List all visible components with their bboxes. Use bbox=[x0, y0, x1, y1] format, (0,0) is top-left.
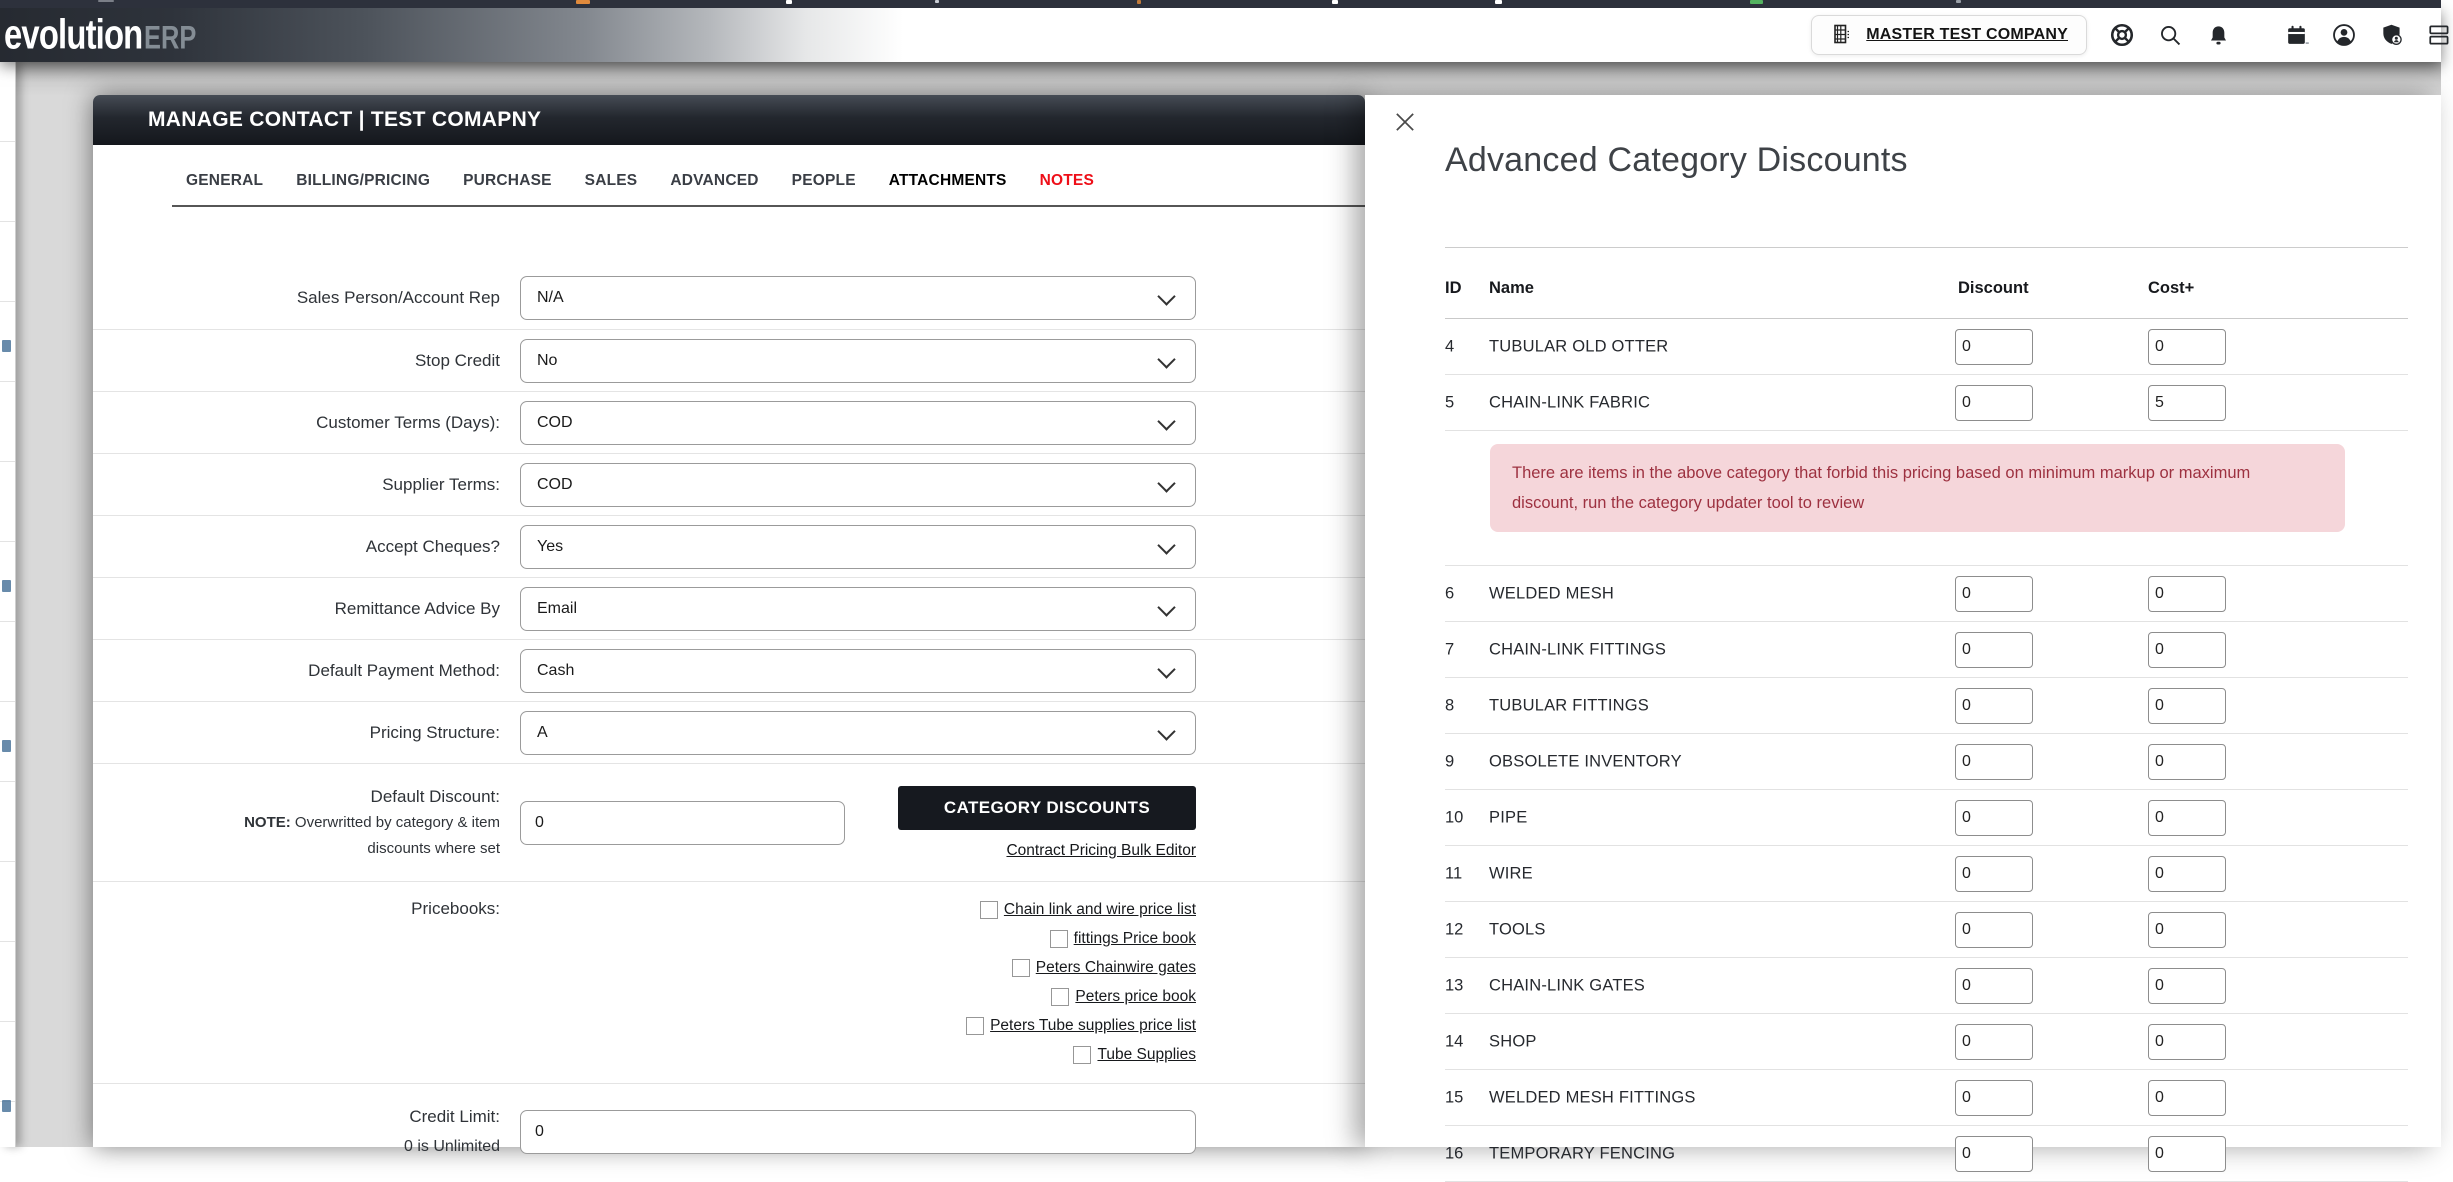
table-row: 8 TUBULAR FITTINGS 0 0 bbox=[1445, 678, 2408, 734]
chevron-down-icon bbox=[1157, 287, 1175, 305]
tab-advanced[interactable]: ADVANCED bbox=[670, 172, 759, 189]
field-label: Pricing Structure: bbox=[369, 722, 500, 742]
cost-plus-input[interactable] bbox=[2148, 576, 2226, 612]
cost-plus-input[interactable] bbox=[2148, 856, 2226, 892]
help-icon[interactable] bbox=[2109, 22, 2135, 48]
checkbox[interactable] bbox=[1051, 988, 1069, 1006]
browser-fragment bbox=[1750, 0, 1763, 4]
chevron-down-icon bbox=[1157, 722, 1175, 740]
discount-input[interactable] bbox=[1955, 329, 2033, 365]
table-row: 10 PIPE 0 0 bbox=[1445, 790, 2408, 846]
form-row bbox=[93, 577, 1365, 639]
form-row bbox=[93, 515, 1365, 577]
pricebook-option[interactable]: Tube Supplies bbox=[1073, 1043, 1196, 1067]
table-row: 9 OBSOLETE INVENTORY 0 0 bbox=[1445, 734, 2408, 790]
pricebook-option[interactable]: Peters Chainwire gates bbox=[1012, 956, 1196, 980]
discount-input[interactable] bbox=[1955, 968, 2033, 1004]
checkbox[interactable] bbox=[1073, 1046, 1091, 1064]
company-selector-button[interactable] bbox=[1811, 15, 2087, 55]
table-row: 5 CHAIN-LINK FABRIC 0 5 bbox=[1445, 375, 2408, 431]
browser-fragment bbox=[1956, 0, 1961, 3]
table-row: 13 CHAIN-LINK GATES 0 0 bbox=[1445, 958, 2408, 1014]
company-name: MASTER TEST COMPANY bbox=[1866, 26, 2068, 43]
pricebook-list bbox=[966, 898, 1196, 1067]
search-icon[interactable] bbox=[2157, 22, 2183, 48]
browser-fragment bbox=[576, 0, 590, 4]
chevron-down-icon bbox=[1157, 660, 1175, 678]
modal-header bbox=[93, 95, 1365, 145]
discount-input[interactable] bbox=[1955, 744, 2033, 780]
salesperson-select[interactable]: N/A bbox=[520, 276, 1196, 320]
tab-bar bbox=[186, 171, 1365, 191]
logo-suffix: ERP bbox=[144, 18, 197, 56]
sidebar-sliver bbox=[0, 62, 16, 1147]
tab-attachments[interactable]: ATTACHMENTS bbox=[888, 172, 1007, 189]
default-discount-row bbox=[93, 763, 1365, 881]
discount-input[interactable] bbox=[1955, 385, 2033, 421]
chevron-down-icon bbox=[1157, 536, 1175, 554]
discount-input[interactable] bbox=[1955, 688, 2033, 724]
panel-toggle-icon[interactable] bbox=[2427, 22, 2453, 48]
form-row bbox=[93, 453, 1365, 515]
discount-input[interactable] bbox=[1955, 1024, 2033, 1060]
field-label: Supplier Terms: bbox=[382, 474, 500, 494]
discount-input[interactable] bbox=[1955, 576, 2033, 612]
cost-plus-input[interactable] bbox=[2148, 1080, 2226, 1116]
field-label: Customer Terms (Days): bbox=[316, 412, 500, 432]
sidebar-item-icon bbox=[2, 1100, 11, 1112]
warning-row bbox=[1445, 431, 2408, 566]
table-row: 11 WIRE 0 0 bbox=[1445, 846, 2408, 902]
table-row: 14 SHOP 0 0 bbox=[1445, 1014, 2408, 1070]
table-header: ID Name Discount Cost+ bbox=[1445, 248, 2408, 319]
tab-billing-pricing[interactable]: BILLING/PRICING bbox=[296, 172, 431, 189]
advanced-category-discounts-panel bbox=[1365, 95, 2441, 1162]
sidebar-item-icon bbox=[2, 740, 11, 752]
payment-method-select[interactable]: Cash bbox=[520, 649, 1196, 693]
tab-notes[interactable]: NOTES bbox=[1039, 172, 1095, 189]
credit-limit-row bbox=[93, 1083, 1365, 1179]
credit-limit-input[interactable] bbox=[520, 1110, 1196, 1154]
field-label: Remittance Advice By bbox=[334, 598, 500, 618]
chevron-down-icon bbox=[1157, 412, 1175, 430]
discount-input[interactable] bbox=[1955, 1080, 2033, 1116]
checkbox[interactable] bbox=[980, 901, 998, 919]
manage-contact-modal bbox=[93, 95, 1365, 1155]
tab-purchase[interactable]: PURCHASE bbox=[463, 172, 552, 189]
discount-input[interactable] bbox=[1955, 632, 2033, 668]
field-label: Default Discount: NOTE: Overwritted by category & item discounts where set bbox=[244, 786, 500, 857]
top-navbar bbox=[0, 8, 2441, 62]
accept-cheques-select[interactable]: Yes bbox=[520, 525, 1196, 569]
sidebar-item-icon bbox=[2, 580, 11, 592]
tab-underline bbox=[172, 205, 1365, 207]
pricebook-option[interactable]: Chain link and wire price list bbox=[980, 898, 1196, 922]
discount-actions bbox=[898, 786, 1196, 860]
checkbox[interactable] bbox=[1012, 959, 1030, 977]
field-label: Accept Cheques? bbox=[365, 536, 500, 556]
tab-people[interactable]: PEOPLE bbox=[791, 172, 856, 189]
field-label: Sales Person/Account Rep bbox=[296, 288, 500, 307]
browser-fragment bbox=[1495, 0, 1502, 4]
remittance-advice-select[interactable]: Email bbox=[520, 587, 1196, 631]
table-row: 7 CHAIN-LINK FITTINGS 0 0 bbox=[1445, 622, 2408, 678]
browser-chrome-strip bbox=[0, 0, 2441, 8]
discount-input[interactable] bbox=[1955, 1136, 2033, 1172]
table-row: 4 TUBULAR OLD OTTER 0 0 bbox=[1445, 319, 2408, 375]
form-row bbox=[93, 267, 1365, 329]
billing-form bbox=[93, 267, 1365, 1179]
table-row: 6 WELDED MESH 0 0 bbox=[1445, 566, 2408, 622]
cost-plus-input[interactable] bbox=[2148, 912, 2226, 948]
field-label: Credit Limit: 0 is Unlimited bbox=[403, 1106, 500, 1155]
discount-input[interactable] bbox=[1955, 856, 2033, 892]
tab-general[interactable]: GENERAL bbox=[186, 172, 264, 189]
cost-plus-input[interactable] bbox=[2148, 800, 2226, 836]
table-row: 12 TOOLS 0 0 bbox=[1445, 902, 2408, 958]
browser-fragment bbox=[1137, 0, 1141, 4]
company-building-icon bbox=[1830, 22, 1854, 49]
cost-plus-input[interactable] bbox=[2148, 329, 2226, 365]
category-discounts-button[interactable]: CATEGORY DISCOUNTS bbox=[898, 786, 1196, 830]
table-row: 15 WELDED MESH FITTINGS 0 0 bbox=[1445, 1070, 2408, 1126]
contract-pricing-bulk-editor-link[interactable]: Contract Pricing Bulk Editor bbox=[1006, 841, 1196, 859]
checkbox[interactable] bbox=[1050, 930, 1068, 948]
pricing-warning-message: There are items in the above category that forbid this pricing based on minimum markup or maximum discount, run the category updater tool to review bbox=[1490, 444, 2345, 532]
navbar-actions bbox=[1811, 8, 2441, 62]
pricing-structure-select[interactable]: A bbox=[520, 711, 1196, 755]
form-row bbox=[93, 391, 1365, 453]
page-backdrop bbox=[0, 62, 2441, 96]
cost-plus-input[interactable] bbox=[2148, 632, 2226, 668]
form-row bbox=[93, 329, 1365, 391]
pricebook-option[interactable]: Peters price book bbox=[1051, 985, 1196, 1009]
cost-plus-input[interactable] bbox=[2148, 744, 2226, 780]
panel-title: Advanced Category Discounts bbox=[1445, 141, 1908, 179]
discount-input[interactable] bbox=[1955, 912, 2033, 948]
chevron-down-icon bbox=[1157, 350, 1175, 368]
pricebook-option[interactable]: Peters Tube supplies price list bbox=[966, 1014, 1196, 1038]
stop-credit-select[interactable]: No bbox=[520, 339, 1196, 383]
default-discount-input[interactable] bbox=[520, 801, 845, 845]
browser-fragment bbox=[1332, 0, 1338, 4]
modal-title: MANAGE CONTACT | TEST COMAPNY bbox=[148, 108, 542, 131]
browser-fragment bbox=[935, 0, 939, 3]
browser-fragment bbox=[98, 0, 114, 2]
pricebook-option[interactable]: fittings Price book bbox=[1050, 927, 1196, 951]
form-row bbox=[93, 701, 1365, 763]
app-logo bbox=[4, 12, 196, 59]
customer-terms-select[interactable]: COD bbox=[520, 401, 1196, 445]
chevron-down-icon bbox=[1157, 474, 1175, 492]
browser-fragment bbox=[786, 0, 792, 4]
checkbox[interactable] bbox=[966, 1017, 984, 1035]
cost-plus-input[interactable] bbox=[2148, 385, 2226, 421]
logo-text: evolution bbox=[4, 11, 143, 58]
form-row bbox=[93, 639, 1365, 701]
pricebooks-row bbox=[93, 881, 1365, 1083]
field-label: Default Payment Method: bbox=[308, 660, 500, 680]
cost-plus-input[interactable] bbox=[2148, 968, 2226, 1004]
cost-plus-input[interactable] bbox=[2148, 1136, 2226, 1172]
supplier-terms-select[interactable]: COD bbox=[520, 463, 1196, 507]
discount-input[interactable] bbox=[1955, 800, 2033, 836]
cost-plus-input[interactable] bbox=[2148, 688, 2226, 724]
calendar-icon[interactable] bbox=[2283, 22, 2309, 48]
field-label: Pricebooks: bbox=[411, 899, 500, 918]
cost-plus-input[interactable] bbox=[2148, 1024, 2226, 1060]
notifications-icon[interactable] bbox=[2205, 22, 2231, 48]
table-row: 16 TEMPORARY FENCING 0 0 bbox=[1445, 1126, 2408, 1182]
chevron-down-icon bbox=[1157, 598, 1175, 616]
close-icon[interactable] bbox=[1391, 108, 1419, 136]
field-label: Stop Credit bbox=[414, 350, 500, 370]
admin-shield-icon[interactable] bbox=[2379, 22, 2405, 48]
account-icon[interactable] bbox=[2331, 22, 2357, 48]
sidebar-item-icon bbox=[2, 340, 11, 352]
tab-sales[interactable]: SALES bbox=[584, 172, 638, 189]
